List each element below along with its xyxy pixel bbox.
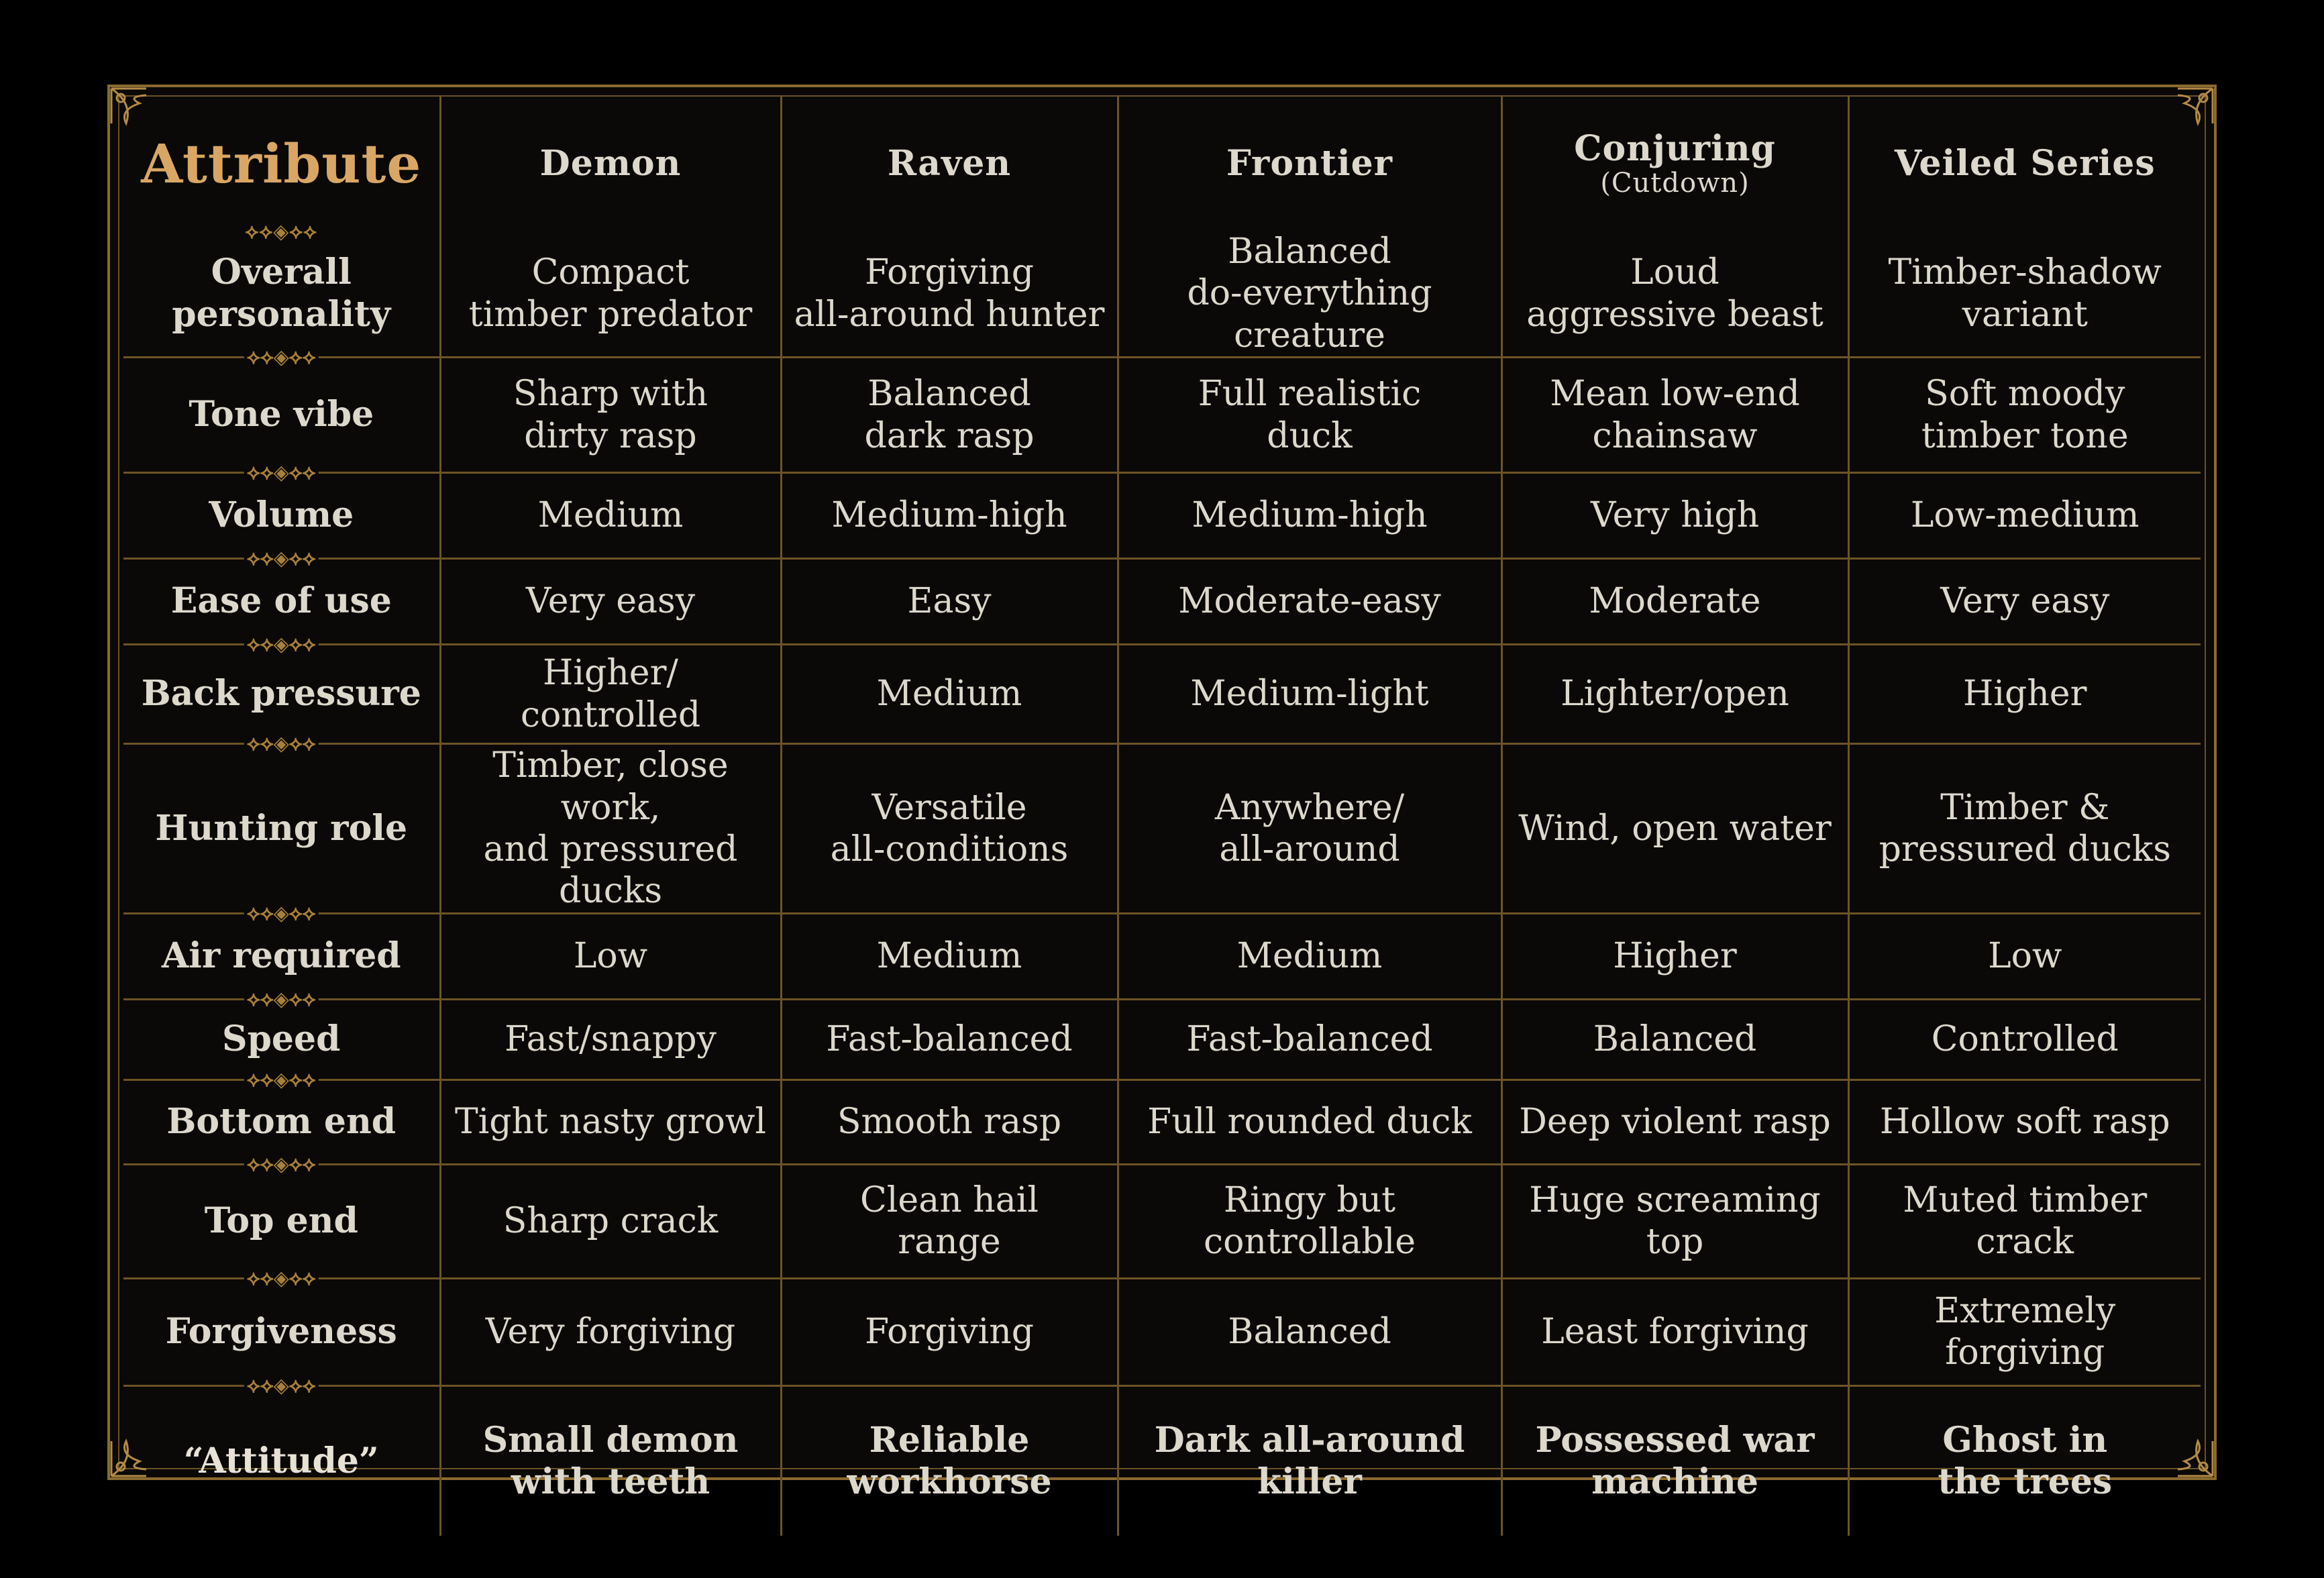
cell-raven xyxy=(781,744,1118,914)
cell-raven xyxy=(781,358,1118,473)
cell-text: Medium-high xyxy=(1192,495,1428,536)
scroll-ornament-icon: ⟡⟡◈⟡⟡ xyxy=(244,344,318,371)
scroll-ornament-icon: ⟡⟡◈⟡⟡ xyxy=(244,900,318,927)
cell-veiled xyxy=(1848,913,2201,999)
filigree-corner-icon xyxy=(2137,1401,2218,1481)
cell-text: Timber, close work, and pressured ducks xyxy=(483,745,738,912)
filigree-corner-icon xyxy=(106,83,187,164)
cell-demon xyxy=(440,1080,781,1164)
table-row xyxy=(123,1164,2201,1278)
cell-text: Medium xyxy=(537,495,684,536)
row-label-text: Bottom end xyxy=(166,1101,397,1143)
cell-conjuring xyxy=(1501,231,1848,358)
row-label-text: Ease of use xyxy=(170,580,392,622)
cell-raven xyxy=(781,1278,1118,1385)
cell-demon xyxy=(440,913,781,999)
cell-raven xyxy=(781,1080,1118,1164)
cell-text: Wind, open water xyxy=(1518,808,1832,849)
cell-text: Medium xyxy=(876,674,1022,715)
header-demon: Demon xyxy=(440,97,781,231)
cell-text: Sharp with dirty rasp xyxy=(513,374,708,456)
cell-text: Dark all-around killer xyxy=(1154,1419,1465,1502)
cell-demon xyxy=(440,358,781,473)
scroll-ornament-icon: ⟡⟡◈⟡⟡ xyxy=(244,631,318,658)
scroll-ornament-icon: ⟡⟡◈⟡⟡ xyxy=(244,731,318,757)
cell-text: Very high xyxy=(1590,495,1760,536)
cell-conjuring xyxy=(1501,358,1848,473)
cell-text: Possessed war machine xyxy=(1535,1419,1815,1502)
cell-text: Anywhere/ all-around xyxy=(1214,787,1405,870)
row-label-text: Back pressure xyxy=(141,673,421,715)
header-frontier: Frontier xyxy=(1118,97,1501,231)
row-label xyxy=(123,231,440,370)
cell-raven xyxy=(781,913,1118,999)
cell-text: Full rounded duck xyxy=(1147,1102,1472,1143)
cell-raven xyxy=(781,473,1118,559)
comparison-board xyxy=(107,85,2217,1502)
cell-raven xyxy=(781,559,1118,645)
cell-veiled xyxy=(1848,1164,2201,1278)
header-row xyxy=(123,97,2201,231)
cell-text: Medium-light xyxy=(1190,674,1429,715)
cell-text: Medium xyxy=(1236,936,1383,977)
cell-text: Higher/ controlled xyxy=(520,653,701,735)
cell-text: Tight nasty growl xyxy=(454,1102,767,1143)
cell-frontier xyxy=(1118,231,1501,358)
cell-text: Forgiving xyxy=(864,1312,1035,1353)
table-row xyxy=(123,1080,2201,1164)
header-conjuring xyxy=(1501,97,1848,231)
row-label-text: “Attitude” xyxy=(183,1440,379,1481)
cell-conjuring xyxy=(1501,645,1848,744)
cell-text: Smooth rasp xyxy=(837,1102,1062,1143)
cell-demon xyxy=(440,559,781,645)
cell-demon xyxy=(440,744,781,914)
cell-text: Least forgiving xyxy=(1541,1312,1809,1353)
cell-veiled xyxy=(1848,473,2201,559)
cell-text: Fast-balanced xyxy=(1186,1019,1433,1060)
row-label-text: Top end xyxy=(204,1200,358,1242)
cell-demon xyxy=(440,999,781,1080)
cell-raven xyxy=(781,1385,1118,1536)
cell-text: Balanced xyxy=(1593,1019,1757,1060)
table-row xyxy=(123,231,2201,358)
cell-text: Higher xyxy=(1963,674,2087,715)
cell-text: Balanced do-everything creature xyxy=(1187,231,1432,356)
cell-text: Full realistic duck xyxy=(1198,374,1422,456)
cell-text: Clean hail range xyxy=(860,1179,1039,1263)
cell-frontier xyxy=(1118,1164,1501,1278)
cell-text: Fast/snappy xyxy=(505,1019,717,1060)
cell-demon xyxy=(440,1164,781,1278)
cell-text: Soft moody timber tone xyxy=(1921,374,2129,456)
scroll-ornament-icon: ⟡⟡◈⟡⟡ xyxy=(244,1067,318,1094)
row-label-text: Volume xyxy=(209,494,354,536)
cell-text: Very easy xyxy=(1940,581,2110,622)
table-row xyxy=(123,473,2201,559)
cell-text: Timber & pressured ducks xyxy=(1879,787,2171,870)
cell-frontier xyxy=(1118,1278,1501,1385)
cell-text: Compact timber predator xyxy=(468,252,753,335)
cell-frontier xyxy=(1118,744,1501,914)
table-row xyxy=(123,645,2201,744)
header-conjuring-title: Conjuring xyxy=(1574,127,1776,169)
table-row xyxy=(123,1278,2201,1385)
cell-frontier xyxy=(1118,473,1501,559)
cell-text: Moderate-easy xyxy=(1178,581,1441,622)
cell-text: Reliable workhorse xyxy=(847,1419,1052,1502)
cell-conjuring xyxy=(1501,473,1848,559)
scroll-ornament-icon: ⟡⟡◈⟡⟡ xyxy=(244,1151,318,1178)
table-row xyxy=(123,913,2201,999)
scroll-ornament-icon: ⟡⟡◈⟡⟡ xyxy=(244,986,318,1013)
cell-frontier xyxy=(1118,358,1501,473)
cell-text: Balanced xyxy=(1228,1312,1391,1353)
table-row xyxy=(123,358,2201,473)
cell-veiled xyxy=(1848,559,2201,645)
cell-veiled xyxy=(1848,999,2201,1080)
cell-text: Fast-balanced xyxy=(826,1019,1073,1060)
scroll-ornament-icon: ⟡⟡◈⟡⟡ xyxy=(244,545,318,572)
cell-frontier xyxy=(1118,559,1501,645)
cell-text: Medium xyxy=(876,936,1022,977)
cell-raven xyxy=(781,645,1118,744)
cell-text: Very forgiving xyxy=(485,1312,736,1353)
cell-conjuring xyxy=(1501,999,1848,1080)
cell-conjuring xyxy=(1501,1278,1848,1385)
cell-text: Huge screaming top xyxy=(1529,1179,1821,1263)
cell-veiled xyxy=(1848,1080,2201,1164)
row-label-text: Speed xyxy=(222,1018,341,1060)
cell-text: Versatile all-conditions xyxy=(830,787,1069,870)
table-row xyxy=(123,999,2201,1080)
row-label-text: Air required xyxy=(161,935,401,977)
cell-veiled xyxy=(1848,358,2201,473)
comparison-table xyxy=(123,97,2201,1536)
header-raven: Raven xyxy=(781,97,1118,231)
cell-text: Ghost in the trees xyxy=(1938,1419,2113,1502)
cell-conjuring xyxy=(1501,913,1848,999)
cell-text: Timber-shadow variant xyxy=(1888,252,2162,335)
cell-conjuring xyxy=(1501,559,1848,645)
cell-raven xyxy=(781,231,1118,358)
row-label xyxy=(123,645,440,756)
cell-demon xyxy=(440,473,781,559)
filigree-corner-icon xyxy=(106,1401,187,1481)
cell-conjuring xyxy=(1501,1385,1848,1536)
scroll-ornament-icon: ⟡⟡◈⟡⟡ xyxy=(244,1373,318,1400)
cell-text: Very easy xyxy=(525,581,696,622)
cell-veiled xyxy=(1848,231,2201,358)
cell-text: Moderate xyxy=(1589,581,1761,622)
cell-text: Low xyxy=(1988,936,2062,977)
cell-raven xyxy=(781,999,1118,1080)
table-row xyxy=(123,744,2201,914)
cell-frontier xyxy=(1118,1385,1501,1536)
header-attribute: Attribute ⟡⟡◈⟡⟡ xyxy=(123,97,440,231)
cell-conjuring xyxy=(1501,744,1848,914)
cell-text: Deep violent rasp xyxy=(1519,1102,1831,1143)
cell-veiled xyxy=(1848,645,2201,744)
header-veiled: Veiled Series xyxy=(1848,97,2201,231)
row-label xyxy=(123,358,440,485)
cell-veiled xyxy=(1848,744,2201,914)
cell-demon xyxy=(440,645,781,744)
cell-text: Extremely forgiving xyxy=(1934,1290,2116,1373)
row-label xyxy=(123,744,440,925)
row-label-text: Hunting role xyxy=(155,807,408,849)
cell-frontier xyxy=(1118,999,1501,1080)
cell-text: Low-medium xyxy=(1910,495,2140,536)
cell-text: Ringy but controllable xyxy=(1204,1179,1416,1263)
scroll-ornament-icon: ⟡⟡◈⟡⟡ xyxy=(244,460,318,486)
filigree-corner-icon xyxy=(2137,83,2218,164)
cell-text: Muted timber crack xyxy=(1903,1179,2148,1263)
scroll-ornament-icon: ⟡⟡◈⟡⟡ xyxy=(244,1265,318,1292)
cell-text: Higher xyxy=(1613,936,1737,977)
table-row xyxy=(123,559,2201,645)
cell-text: Controlled xyxy=(1931,1019,2119,1060)
cell-text: Easy xyxy=(907,581,992,622)
row-label xyxy=(123,1164,440,1290)
cell-text: Hollow soft rasp xyxy=(1879,1102,2170,1143)
cell-text: Loud aggressive beast xyxy=(1526,252,1824,335)
cell-demon xyxy=(440,1385,781,1536)
cell-frontier xyxy=(1118,645,1501,744)
cell-text: Lighter/open xyxy=(1561,674,1789,715)
cell-text: Forgiving all-around hunter xyxy=(794,252,1105,335)
cell-text: Balanced dark rasp xyxy=(864,374,1035,456)
cell-text: Sharp crack xyxy=(503,1201,719,1242)
cell-text: Low xyxy=(573,936,648,977)
header-conjuring-subtitle: (Cutdown) xyxy=(1600,168,1750,199)
cell-raven xyxy=(781,1164,1118,1278)
row-label-text: Tone vibe xyxy=(189,394,374,435)
row-label-text: Forgiveness xyxy=(165,1311,397,1353)
cell-text: Small demon with teeth xyxy=(482,1419,739,1502)
scroll-ornament-icon: ⟡⟡◈⟡⟡ xyxy=(243,219,320,246)
cell-conjuring xyxy=(1501,1080,1848,1164)
row-label xyxy=(123,1278,440,1398)
row-label-text: Overall personality xyxy=(172,252,391,335)
cell-frontier xyxy=(1118,913,1501,999)
cell-demon xyxy=(440,231,781,358)
cell-frontier xyxy=(1118,1080,1501,1164)
cell-veiled xyxy=(1848,1278,2201,1385)
cell-text: Medium-high xyxy=(831,495,1067,536)
cell-demon xyxy=(440,1278,781,1385)
table-row xyxy=(123,1385,2201,1536)
cell-text: Mean low-end chainsaw xyxy=(1550,374,1800,456)
cell-conjuring xyxy=(1501,1164,1848,1278)
